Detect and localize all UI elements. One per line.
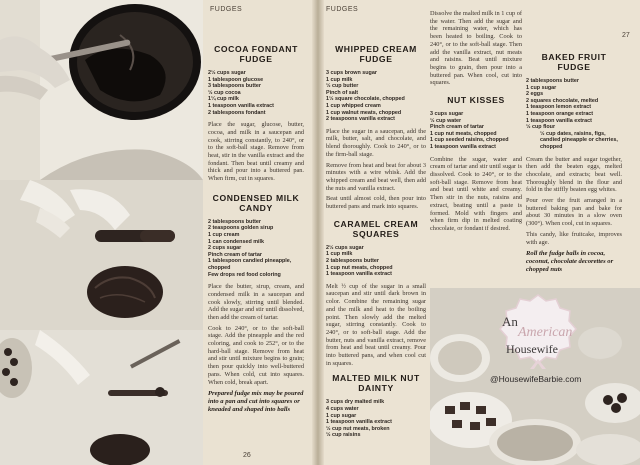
directions-cocoa-fondant-fudge: Place the sugar, glucose, butter, cocoa, and milk in a saucepan and cook, stirring constantly, to 240°, or to the soft-ball stage. Remove from heat, stir in the vanilla extract and the fondant. Then beat until creamy and thick and pour into a buttered pan. When firm, cut in squares. (208, 121, 304, 183)
photo-rolling-candy (0, 180, 203, 330)
directions-caramel-cream-squares: Melt ½ cup of the sugar in a small saucepan and stir until dark brown in color. Combine the remaining sugar and the milk and heat to the boiling point. Then slowly add the melted sugar, stirring constantly. Cook to 240°, or to soft-ball stage. Add the butter, nuts and vanilla extract, remove from heat and beat until creamy. Pour into buttered pans, and when cool cut in squares. (326, 282, 426, 367)
directions-whipped-cream-fudge-3: Beat until almost cold, then pour into buttered pans and mark into squares. (326, 195, 426, 211)
caption-fudge-balls: Roll the fudge balls in cocoa, coconut, chocolate decorettes or chopped nuts (526, 250, 614, 274)
ingredients-malted-milk-nut-dainty: 3 cups dry malted milk 4 cups water 1 cup sugar 1 teaspoon vanilla extract ½ cup nut meats, broken ½ cup raisins (326, 399, 392, 439)
column-middle-left (326, 44, 426, 444)
header-left: FUDGES (210, 6, 243, 13)
recipe-title-baked-fruit-fudge: BAKED FRUIT FUDGE (541, 52, 607, 72)
column-left (208, 44, 304, 414)
directions-condensed-milk-candy-1: Place the butter, sirup, cream, and condensed milk in a saucepan and cook slowly, stirring until blended. Add the sugar and stir until dissolved, then add the cream of tartar. (208, 283, 304, 321)
recipe-title-cocoa-fondant-fudge: COCOA FONDANT FUDGE (214, 44, 298, 64)
photo-cocoa-fudge-pot (0, 0, 203, 180)
watermark-line-1: An (502, 314, 518, 329)
page-number-right: 27 (622, 32, 630, 39)
book-gutter (312, 0, 324, 465)
directions-baked-fruit-fudge-2: Pour over the fruit arranged in a buttered baking pan and bake for about 30 minutes in a slow oven (300°). When cool, cut in squares. (526, 197, 622, 228)
ingredients-caramel-cream-squares: 2½ cups sugar 1 cup milk 2 tablespoons butter 1 cup nut meats, chopped 1 teaspoon vanilla extract (326, 244, 393, 278)
column-right (526, 52, 622, 274)
page-number-left: 26 (243, 452, 251, 459)
directions-whipped-cream-fudge-2: Remove from heat and beat for about 3 minutes with a wire whisk. Add the whipped cream and beat well, then add the nuts and vanilla extract. (326, 161, 426, 192)
watermark-line-2: American (518, 325, 573, 340)
watermark-line-3: Housewife (506, 342, 558, 356)
ingredients-cocoa-fondant-fudge: 2½ cups sugar 1 tablespoon glucose 3 tablespoons butter ½ cup cocoa 1¼ cup milk 1 teaspoon vanilla extract 2 tablespoons fondant (208, 70, 274, 116)
ingredients-baked-fruit-fudge: 2 tablespoons butter 1 cup sugar 2 eggs 2 squares chocolate, melted 1 teaspoon lemon extract 1 teaspoon orange extract 1 teaspoon vanilla extract ½ cup flour ½ cup dates, raisins, figs, candied pineapple or cherries, chopped (526, 78, 618, 150)
column-middle-right (430, 10, 522, 236)
directions-whipped-cream-fudge-1: Place the sugar in a saucepan, add the milk, butter, salt, and chocolate, and blend thoroughly. Cook to 240°, or to the firm-ball stage. (326, 127, 426, 158)
directions-condensed-milk-candy-2: Cook to 240°, or to the soft-ball stage. Add the pineapple and the red coloring, and cook to 252°, or to the hard-ball stage. Remove from heat and stir until mixture begins to grain; then pour quickly into well-buttered pans. When cold, cut into squares. When cold, break apart. (208, 324, 304, 386)
watermark-badge (490, 291, 586, 403)
recipe-title-whipped-cream-fudge: WHIPPED CREAM FUDGE (335, 44, 417, 64)
caption-prepared-fudge: Prepared fudge mix may be poured into a pan and cut into squares or kneaded and shaped into balls (208, 390, 304, 414)
directions-baked-fruit-fudge-1: Cream the butter and sugar together, then add the beaten eggs, melted chocolate, and extracts; beat well. Thoroughly blend in the flour and fold in the stiffly beaten egg whites. (526, 155, 622, 194)
recipe-title-caramel-cream-squares: CARAMEL CREAM SQUARES (333, 218, 419, 239)
directions-baked-fruit-fudge-3: This candy, like fruitcake, improves with age. (526, 230, 622, 246)
recipe-title-malted-milk-nut-dainty: MALTED MILK NUT DAINTY (332, 373, 420, 394)
directions-nut-kisses: Combine the sugar, water and cream of tartar and stir until sugar is dissolved. Cook to 240°, or to the soft-ball stage. Remove from heat and beat until white and creamy. Then stir in the nuts, raisins and extract, beating until a paste is formed. Mold with fingers and when firm dip in melted coating chocolate, or fondant if desired. (430, 155, 522, 232)
directions-malted-milk-nut-dainty: Dissolve the malted milk in 1 cup of the water. Then add the sugar and the remaining water, which has been heated to boiling. Cook to 240°, or to the soft-ball stage. Then add the vanilla extract, nut meats and raisins. Beat until mixture begins to grain, then pour into a buttered pan. When cool, cut into squares. (430, 10, 522, 87)
header-right: FUDGES (326, 6, 359, 13)
ingredients-condensed-milk-candy: 2 tablespoons butter 2 teaspoons golden sirup 1 cup cream 1 can condensed milk 2 cups sugar Pinch cream of tartar 1 tablespoon candied pineapple, chopped Few drops red food coloring (208, 218, 292, 278)
ingredients-whipped-cream-fudge: 3 cups brown sugar 1 cup milk ½ cup butter Pinch of salt 1½ square chocolate, chopped 1 cup whipped cream 1 cup walnut meats, chopped 2 teaspoons vanilla extract (326, 70, 405, 123)
recipe-title-condensed-milk-candy: CONDENSED MILK CANDY (212, 192, 300, 213)
photo-fudge-balls (0, 330, 203, 465)
watermark-handle: @HousewifeBarbie.com (490, 374, 582, 384)
ingredients-nut-kisses: 3 cups sugar ½ cup water Pinch cream of tartar 1 cup nut meats, chopped 1 cup seeded raisins, chopped 1 teaspoon vanilla extract (430, 111, 509, 150)
recipe-title-nut-kisses: NUT KISSES (447, 95, 505, 106)
